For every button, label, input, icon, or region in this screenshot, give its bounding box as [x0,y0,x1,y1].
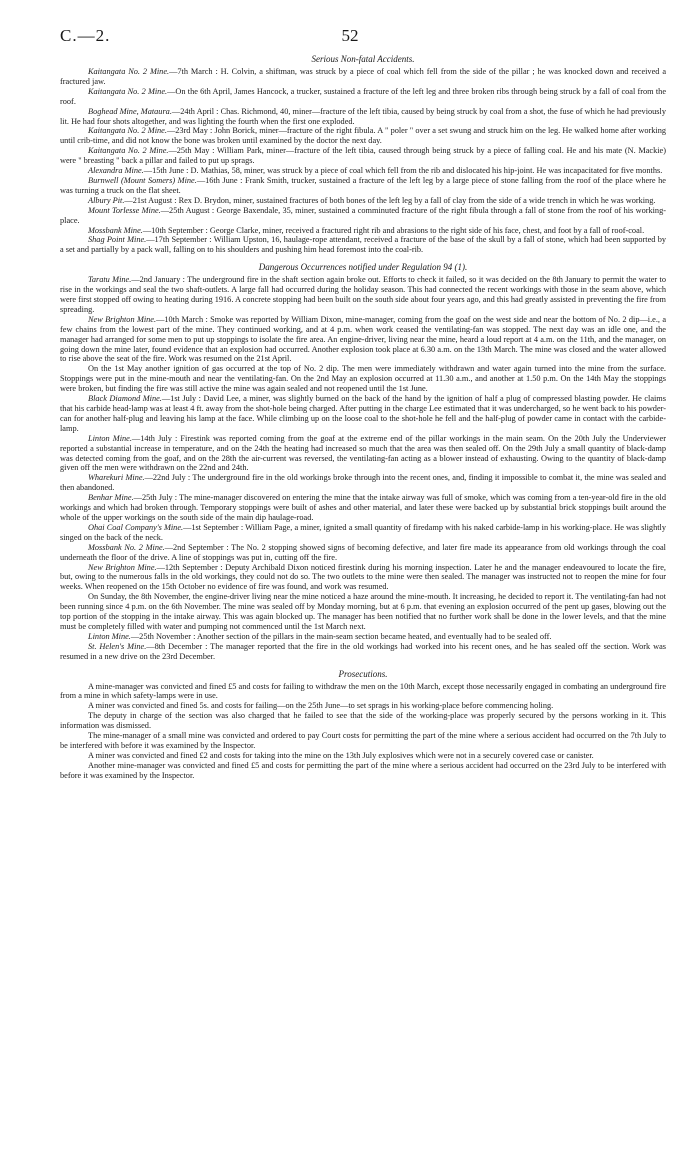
paragraph-text: —16th June : Frank Smith, trucker, sustained a fracture of the left leg by a large piece of stone falling from the roof of the place where he was turning a truck on the flat sheet. [60,175,666,195]
paragraph [60,523,666,543]
paragraph-lead: Wharekuri Mine. [88,473,145,483]
paragraph [60,176,666,196]
paragraph-text: —17th September : William Upston, 16, haulage-rope attendant, received a fracture of the base of the skull by a fall of stone, which had been supported by a set and partially by a pack wall, falling on to his shoulders and pushing him head foremost into the coal-rib. [60,235,666,255]
paragraph-text: A miner was convicted and fined 5s. and costs for failing—on the 25th June—to set sprags in his working-place before commencing holing. [88,701,554,711]
paragraph [60,107,666,127]
paragraph [60,146,666,166]
document-body [60,54,666,781]
paragraph [60,493,666,523]
paragraph [60,711,666,731]
paragraph [60,275,666,315]
paragraph [60,126,666,146]
paragraph-lead: Shag Point Mine. [88,235,147,245]
paragraph [60,315,666,365]
paragraph-text: —22nd July : The underground fire in the old workings broke through into the recent ones, and, finding it impossible to combat it, the mine was sealed and then abandoned. [60,473,667,493]
paragraph [60,751,666,761]
paragraph-text: On Sunday, the 8th November, the engine-driver living near the mine noticed a haze around the mine-mouth. It increasing, he decided to report it. The ventilating-fan had not been running since 4 p.m. on the 6th November. The mine was sealed off by Monday morning, but at 6 p.m. that evening an explosion occurred of the pent up gases, blowing out the top portion of the stopping in the intake airway. This was again blocked up. The manager has been notified that no further work shall be done in the lower levels, and that the mine must be completely filled with water and pumping not commenced until the 1st March next. [60,592,666,631]
paragraph-lead: Linton Mine. [88,631,131,641]
paragraph-lead: New Brighton Mine. [88,562,157,572]
paragraph-text: —8th December : The manager reported that the fire in the old workings had worked into his recent ones, and he has sealed off the section. Work was resumed in a new drive on the 23rd December. [60,641,666,661]
paragraph-text: —1st September : William Page, a miner, ignited a small quantity of firedamp with his naked carbide-lamp in his working-place. He was slightly singed on the back of the neck. [60,522,666,542]
paragraph-text: —25th August : George Baxendale, 35, miner, sustained a comminuted fracture of the right fibula through a fall of stone from the roof of his working-place. [60,205,666,225]
section [60,54,666,255]
paragraph-lead: Burnwell (Mount Somers) Mine. [88,175,197,185]
paragraph [60,67,666,87]
paragraph-text: The mine-manager of a small mine was convicted and ordered to pay Court costs for permitting the part of the mine where a serious accident had occurred on the 7th July to be interfered with before it was examined by the Inspector. [60,731,666,750]
section-title: Dangerous Occurrences notified under Regulation 94 (1). [258,262,468,273]
paragraph-lead: Mossbank Mine. [88,225,143,235]
paragraph [60,166,666,176]
paragraph-text: Another mine-manager was convicted and fined £5 and costs for permitting the part of the mine where a serious accident had occurred on the 23rd July to be interfered with before it was examined by the Inspector. [60,760,666,780]
paragraph-text: A mine-manager was convicted and fined £5 and costs for failing to withdraw the men on the 10th March, except those necessarily engaged in combating an underground fire from a mine in which safety-lamps were in use. [60,681,666,701]
paragraph-lead: Albury Pit. [88,195,125,205]
paragraph [60,701,666,711]
paragraph-text: —25th November : Another section of the pillars in the main-seam section became heated, and eventually had to be sealed off. [130,631,552,641]
section [60,669,666,781]
paragraph [60,642,666,662]
section [60,262,666,661]
paragraph-lead: New Brighton Mine. [88,314,157,324]
paragraph [60,473,666,493]
paragraph-lead: St. Helen's Mine. [88,641,147,651]
paragraph [60,226,666,236]
paragraph-text: —25th July : The mine-manager discovered on entering the mine that the intake airway was full of smoke, which was coming from a ten-year-old fire in the old workings and which had broken through. Temporary stoppings were built of ashes and other material, and later these were backed up by substantial brick stoppings built around the whole of the upper workings on the south side of the main dip haulage-road. [60,493,666,522]
paragraph-text: —15th June : D. Mathias, 58, miner, was struck by a piece of coal which fell from the rib and dislocated his hip-joint. He was incapacitated for five months. [143,166,663,176]
paragraph-text: —On the 6th April, James Hancock, a trucker, sustained a fracture of the left leg and three broken ribs through being struck by a fall of coal from the roof. [60,86,667,106]
paragraph-text: —10th September : George Clarke, miner, received a fractured right rib and abrasions to the right side of his face, chest, and foot by a fall of roof-coal. [142,225,645,235]
paragraph-lead: Black Diamond Mine. [88,394,162,404]
paragraph-lead: Mount Torlesse Mine. [88,205,161,215]
paragraph-lead: Linton Mine. [88,433,132,443]
sessional-paper-number: C.—2. [60,26,111,45]
paragraph [60,592,666,632]
paragraph-lead: Kaitangata No. 2 Mine. [88,126,167,136]
paragraph-text: —2nd January : The underground fire in the shaft section again broke out. Efforts to check it failed, so it was decided on the 8th January to permit the water to rise in the workings and seal the two shaft-outlets. A large fall had occurred during the holiday season. This had connected the recent workings with those in the seam above, which were first stopped off owing to heating during 1916. A concrete stopping had been built on the south side about four years ago, and this had greatly assisted in preventing the fire from spreading. [60,275,666,314]
paragraph-text: A miner was convicted and fined £2 and costs for taking into the mine on the 13th July explosives which were not in a securely covered case or canister. [88,750,594,760]
section-title: Prosecutions. [338,668,388,679]
paragraph [60,206,666,226]
paragraph-text: On the 1st May another ignition of gas occurred at the top of No. 2 dip. The men were immediately withdrawn and water again turned into the mine from the surface. Stoppings were put in the mine-mouth and near the ventilating-fan. On the 2nd May an explosion occurred at 11.30 a.m., and another at 1.50 p.m. On the 14th May the stoppings were broken, but finding the fire was still active the mine was again sealed and not reopened until the 1st June. [60,364,666,394]
paragraph-lead: Taratu Mine. [88,275,132,285]
paragraph [60,632,666,642]
paragraph-text: —23rd May : John Borick, miner—fracture of the right fibula. A " poler " over a set swung and struck him on the leg. He walked home after working until crib-time, and did not know the bone was broken until examined by the doctor the next day. [60,126,667,146]
paragraph [60,196,666,206]
paragraph-text: —10th March : Smoke was reported by William Dixon, mine-manager, coming from the goaf on the west side and near the bottom of No. 2 dip—i.e., a few chains from the lowest part of the mine. They continued working, and at 4 p.m. when work ceased the ventilating-fan was stopped. The next day was an idle one, and the manager had arranged for some men to put up stoppings to isolate the fire area. An engine-driver, living near the mine, heard a loud report at 4 a.m. on the 11th, and the manager, on going down the mine later, found evidence that an explosion had occurred. Another explosion took place at 6.30 a.m. on the 13th March. The mine was closed and the water allowed to rise above the seat of the fire. Work was resumed on the 21st April. [60,314,666,364]
paragraph-text: The deputy in charge of the section was also charged that he failed to see that the side of the working-place was properly secured by the persons working in it. This information was dismissed. [60,711,666,731]
paragraph-text: —21st August : Rex D. Brydon, miner, sustained fractures of both bones of the left leg by a fall of clay from the side of a wide trench in which he was working. [124,195,656,205]
paragraph-lead: Ohai Coal Company's Mine. [88,522,184,532]
paragraph-lead: Benhar Mine. [88,493,134,503]
section-title: Serious Non-fatal Accidents. [311,54,415,64]
paragraph [60,563,666,593]
paragraph-text: —1st July : David Lee, a miner, was slightly burned on the back of the hand by the ignition of half a plug of compressed blasting powder. He claims that his carbide head-lamp was at least 4 ft. away from the shot-hole being charged. After putting in the charge Lee estimated that it was undercharged, so he went back to his powder-can for another half-plug and leaving his lamp at the face. While climbing up on the loose coal to the shot-hole he fell and the half-plug of powder came in contact with the carbide-lamp. [60,394,666,433]
paragraph-text: —25th May : William Park, miner—fracture of the left tibia, caused through being struck by a piece of falling coal. He and his mate (N. Mackie) were " breasting " back a pillar and failed to put up sprags. [60,146,666,166]
paragraph-lead: Boghead Mine, Mataura. [88,106,172,116]
paragraph-lead: Kaitangata No. 2 Mine. [88,146,169,156]
paragraph-text: —24th April : Chas. Richmond, 40, miner—fracture of the left tibia, caused by being struck by coal from a shot, the fuse of which he had previously lit. He had four shots altogether, and was lighting the fourth when the first one exploded. [60,106,666,126]
paragraph [60,394,666,434]
paragraph [60,731,666,751]
page-number: 52 [341,26,359,45]
paragraph [60,364,666,394]
paragraph-text: —12th September : Deputy Archibald Dixon noticed firestink during his morning inspection. Later he and the manager endeavoured to locate the fire, but, owing to the numerous falls in the old workings, they could not do so. The two outlets to the mine were then sealed. The manager was instructed not to reopen the mine for four weeks. When reopened on the 15th October no evidence of fire was found, and work was resumed. [60,562,666,592]
paragraph [60,87,666,107]
paragraph [60,235,666,255]
paragraph [60,682,666,702]
paragraph-text: —7th March : H. Colvin, a shiftman, was struck by a piece of coal which fell from the side of the pillar ; he was knocked down and received a fractured jaw. [60,67,667,86]
paragraph-lead: Kaitangata No. 2 Mine. [88,86,168,96]
paragraph [60,761,666,781]
paragraph-lead: Alexandra Mine. [88,166,144,176]
paragraph-lead: Mossbank No. 2 Mine. [88,542,165,552]
paragraph-lead: Kaitangata No. 2 Mine. [88,67,170,76]
paragraph-text: —14th July : Firestink was reported coming from the goaf at the extreme end of the pillar workings in the main seam. On the 20th July the Underviewer reported a substantial increase in temperature, and on the 24th the heating had increased so much that the area was then sealed off. On the 29th July a small quantity of black-damp was detected coming from the goaf, and on the 28th the air-current was reversed, the ventilating-fan acting as a blower instead of exhausting. Owing to the quantity of black-damp given off the men were withdrawn on the 22nd and 24th. [60,433,666,473]
paragraph-text: —2nd September : The No. 2 stopping showed signs of becoming defective, and later fire made its appearance from old workings through the coal underneath the floor of the drive. A line of stoppings was put in, cutting off the fire. [60,542,666,562]
paragraph [60,543,666,563]
paragraph [60,434,666,474]
